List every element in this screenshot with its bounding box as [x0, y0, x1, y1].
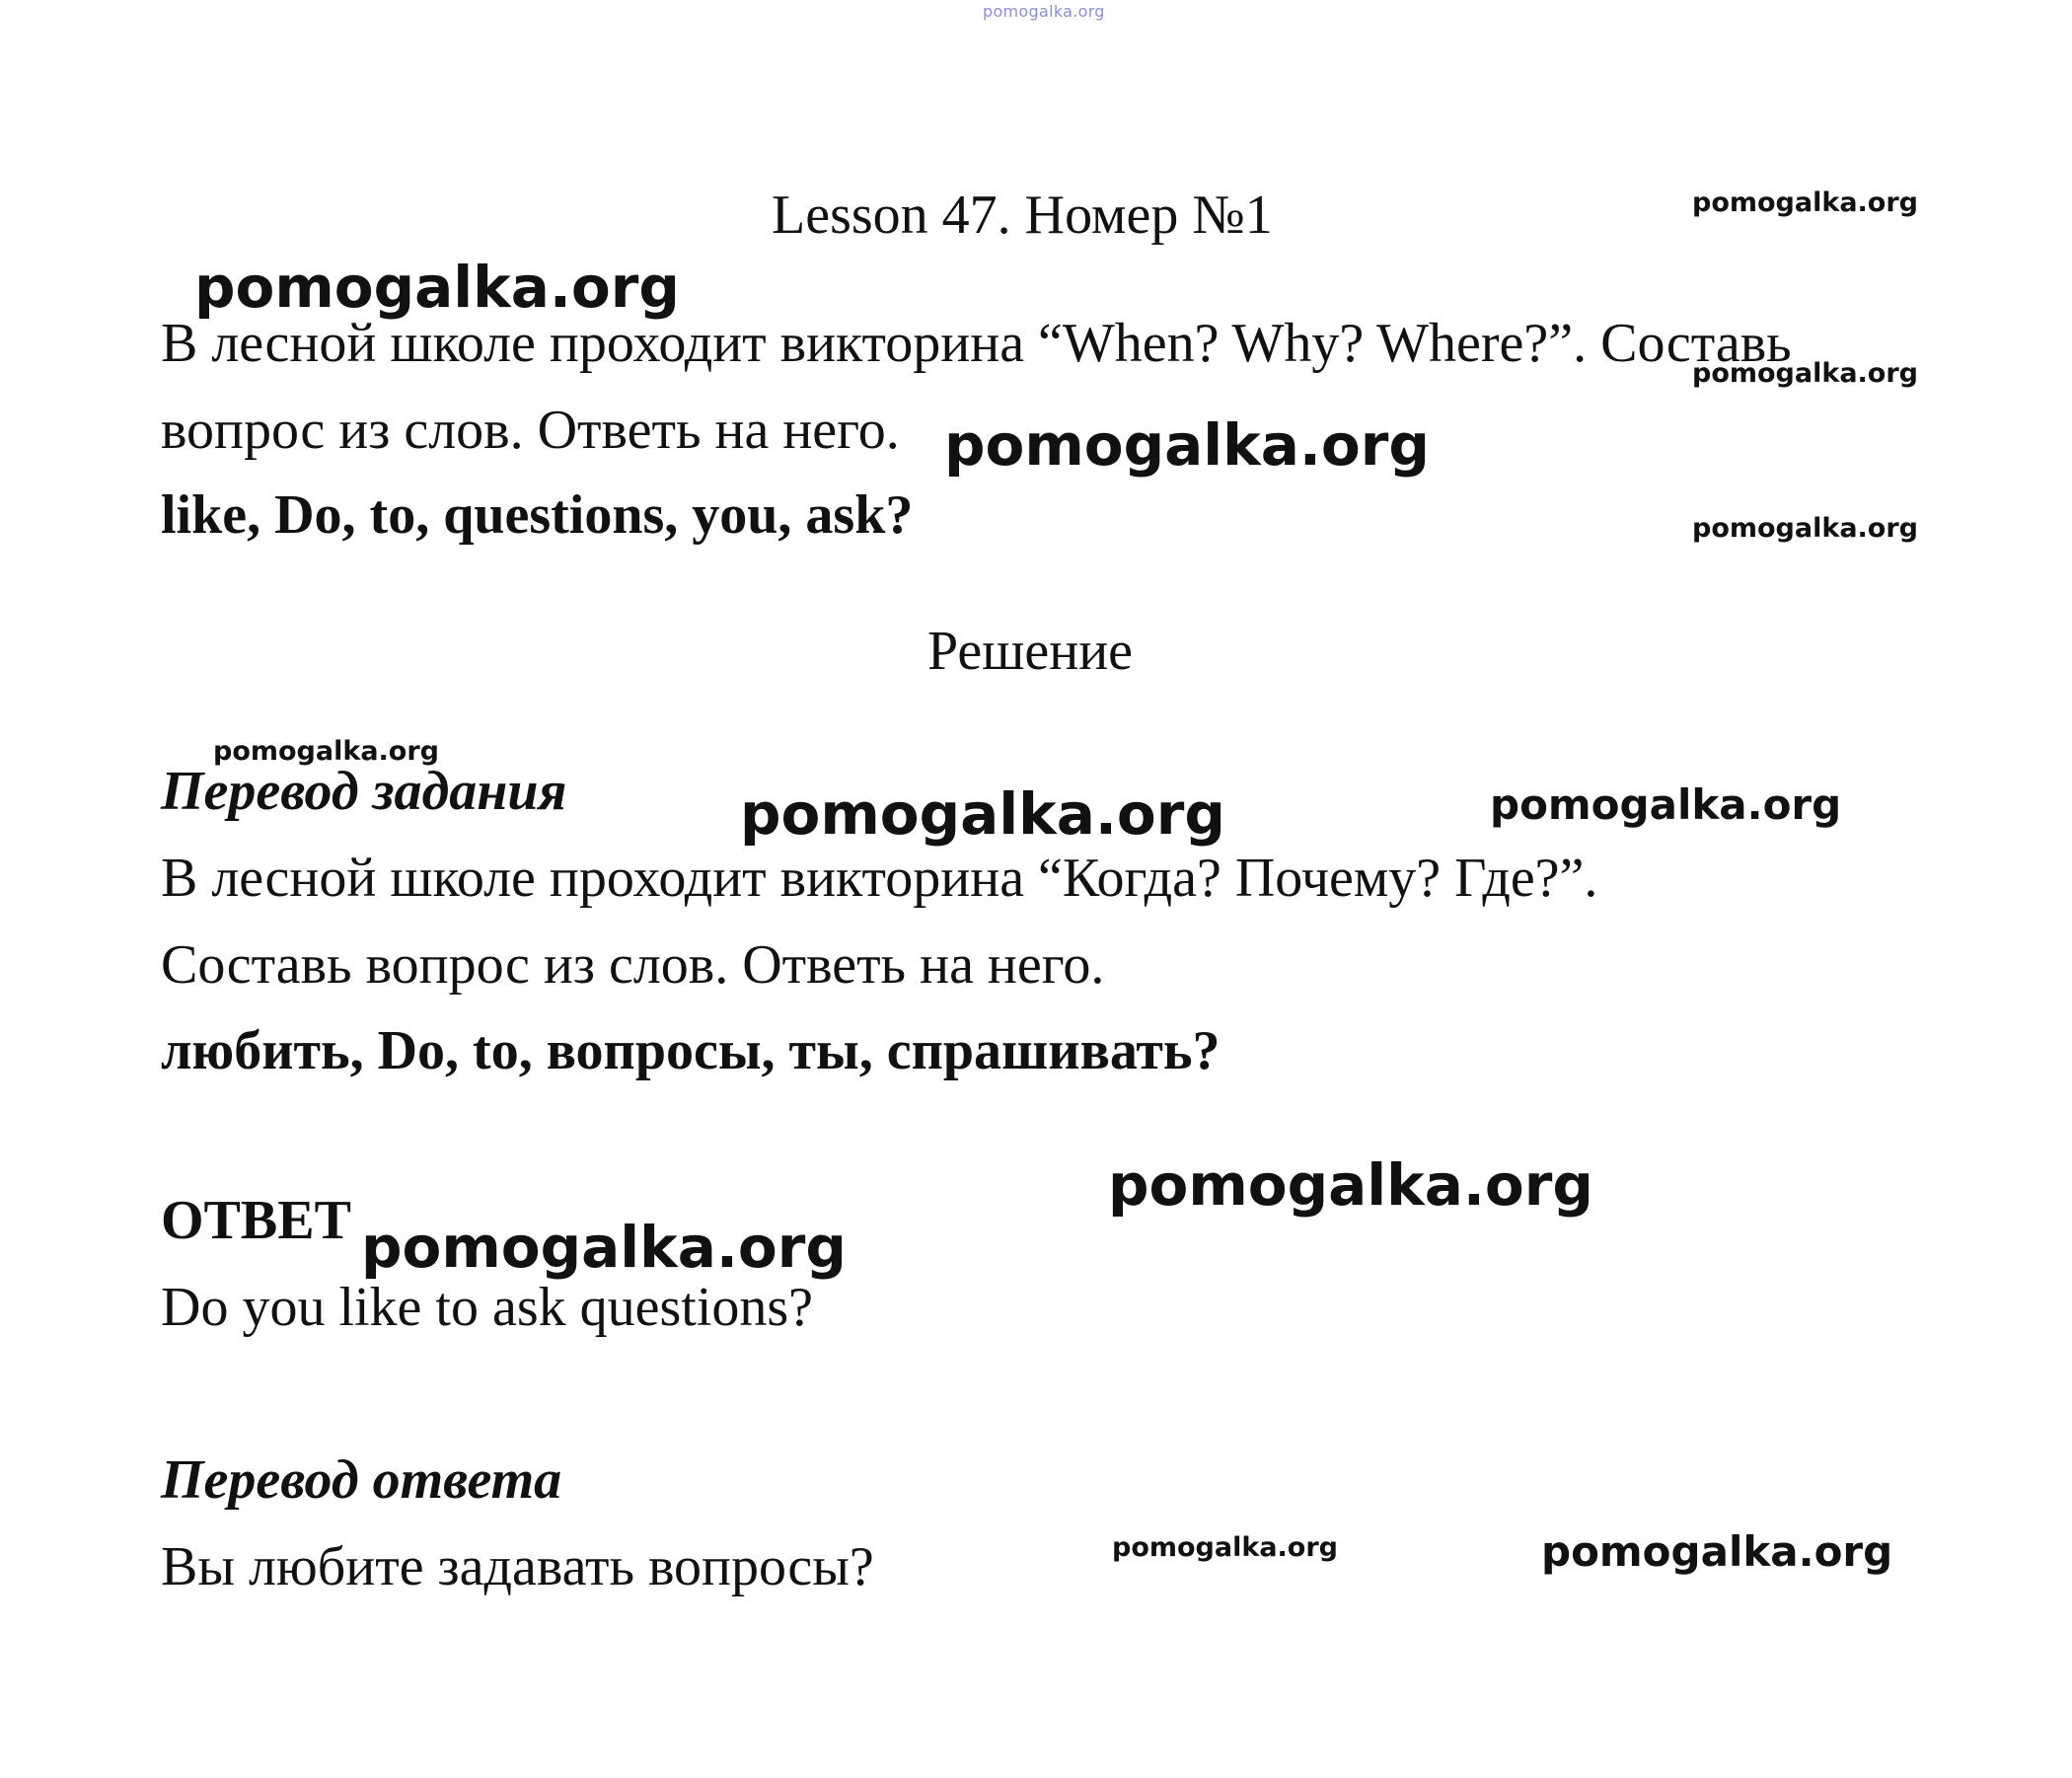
answer-heading: ОТВЕТ [161, 1190, 351, 1251]
answer-translation-heading: Перевод ответа [161, 1449, 562, 1511]
watermark: pomogalka.org [740, 780, 1225, 848]
watermark: pomogalka.org [944, 411, 1430, 479]
watermark: pomogalka.org [1692, 187, 1918, 218]
translation-text-line-1: В лесной школе проходит викторина “Когда? Почему? Где?”. [161, 848, 1598, 909]
task-text-line-2: вопрос из слов. Ответь на него. [161, 400, 900, 461]
translation-heading: Перевод задания [161, 761, 567, 822]
answer-text: Do you like to ask questions? [161, 1277, 814, 1338]
watermark: pomogalka.org [1692, 358, 1918, 389]
watermark: pomogalka.org [194, 254, 680, 321]
solution-heading: Решение [927, 621, 1134, 682]
watermark: pomogalka.org [1112, 1532, 1338, 1563]
watermark: pomogalka.org [1541, 1527, 1893, 1576]
watermark-top: pomogalka.org [983, 2, 1105, 21]
task-words: like, Do, to, questions, you, ask? [161, 484, 914, 546]
watermark: pomogalka.org [1108, 1151, 1593, 1219]
watermark: pomogalka.org [1490, 780, 1842, 829]
task-text-line-1: В лесной школе проходит викторина “When? Why? Where?”. Составь [161, 313, 1792, 374]
watermark: pomogalka.org [1692, 513, 1918, 544]
translation-words: любить, Do, to, вопросы, ты, спрашивать? [161, 1020, 1221, 1081]
answer-translation-text: Вы любите задавать вопросы? [161, 1536, 874, 1597]
page-title: Lesson 47. Номер №1 [772, 185, 1273, 246]
watermark: pomogalka.org [213, 736, 439, 767]
translation-text-line-2: Составь вопрос из слов. Ответь на него. [161, 934, 1105, 996]
watermark: pomogalka.org [361, 1214, 847, 1281]
